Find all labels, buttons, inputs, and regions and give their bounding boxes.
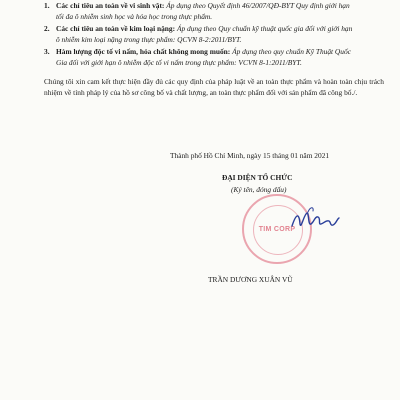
requirement-item: [44, 23, 384, 45]
requirement-item: [44, 0, 384, 22]
requirement-body: Áp dụng theo Quy chuẩn kỹ thuật quốc gia đối với giới hạn: [176, 24, 353, 33]
requirement-continuation: Gia đối với giới hạn ô nhiễm độc tố vi nấm trong thực phẩm: VCVN 8-1:2011/BYT.: [56, 58, 302, 67]
requirement-continuation: tối đa ô nhiễm sinh học và hóa học trong thực phẩm.: [56, 12, 213, 21]
requirement-body: Áp dụng theo Quyết định 46/2007/QĐ-BYT Quy định giới hạn: [166, 1, 350, 10]
requirement-title: Hàm lượng độc tố vi nấm, hóa chất không mong muốn:: [56, 47, 231, 56]
requirement-continuation: ô nhiễm kim loại nặng trong thực phẩm: QCVN 8-2:2011/BYT.: [56, 35, 242, 44]
signer-name: TRẦN DƯƠNG XUÂN VŨ: [208, 275, 293, 284]
organization-representative-label: ĐẠI DIỆN TỔ CHỨC: [222, 173, 293, 182]
requirements-list: [44, 0, 384, 68]
commitment-paragraph: Chúng tôi xin cam kết thực hiện đầy đủ các quy định của pháp luật về an toàn thực phẩm và hoàn toàn chịu trách nhiệm về tính pháp lý của hồ sơ công bố và chất lượng, an toàn thực phẩm đối với sản phẩm đã công bố./.: [44, 77, 384, 97]
sign-and-stamp-note: (Ký tên, đóng dấu): [231, 185, 287, 194]
stamp-text: TIM CORP: [258, 226, 296, 233]
requirement-number: 2.: [44, 24, 50, 33]
requirement-number: 3.: [44, 47, 50, 56]
requirement-number: 1.: [44, 1, 50, 10]
place-date: Thành phố Hồ Chí Minh, ngày 15 tháng 01 năm 2021: [170, 151, 330, 160]
handwritten-signature: [288, 204, 342, 236]
requirement-body: Áp dụng theo quy chuẩn Kỹ Thuật Quốc: [232, 47, 351, 56]
requirement-item: [44, 46, 384, 68]
requirement-title: Các chỉ tiêu an toàn về vi sinh vật:: [56, 1, 165, 10]
requirement-title: Các chỉ tiêu an toàn về kim loại nặng:: [56, 24, 176, 33]
